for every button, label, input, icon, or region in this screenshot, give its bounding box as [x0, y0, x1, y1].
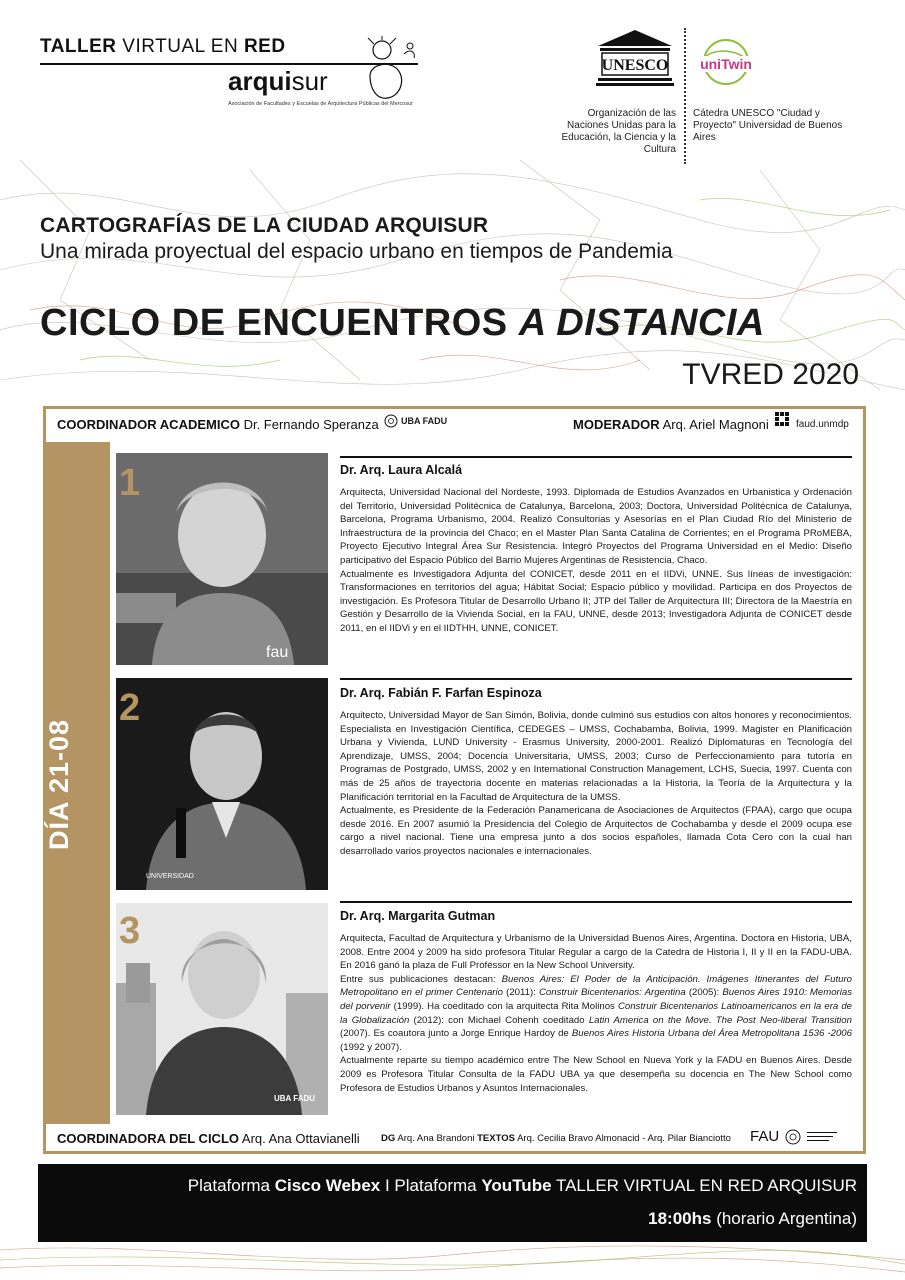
event-time: 18:00hs (horario Argentina): [648, 1209, 857, 1228]
uba-seal-icon: [384, 414, 398, 428]
faud-logo: faud.unmdp: [775, 412, 849, 430]
speaker-divider: [340, 901, 852, 903]
portrait-photo-icon: [116, 903, 328, 1115]
unesco-temple-icon: [596, 30, 674, 94]
portrait-photo-icon: [116, 678, 328, 890]
coordinator-academico: COORDINADOR ACADEMICO Dr. Fernando Speranza: [57, 417, 379, 432]
ciclo-title: CICLO DE ENCUENTROS A DISTANCIA: [40, 302, 765, 344]
university-seal-icon: [785, 1129, 801, 1145]
speaker-divider: [340, 678, 852, 680]
speaker-bio: [340, 486, 852, 636]
design-credits: DG Arq. Ana Brandoni TEXTOS Arq. Cecilia Bravo Almonacid - Arq. Pilar Bianciotto: [381, 1133, 731, 1144]
unesco-description: Organización de las Naciones Unidas para la Educación, la Ciencia y la Cultura: [561, 108, 676, 155]
coordinadora-ciclo: COORDINADORA DEL CICLO Arq. Ana Ottavianelli: [57, 1131, 360, 1146]
speaker-name: Dr. Arq. Laura Alcalá: [340, 463, 463, 477]
speaker-photo-1: [116, 453, 328, 665]
moderador: MODERADOR Arq. Ariel Magnoni: [573, 417, 769, 432]
main-title: CARTOGRAFÍAS DE LA CIUDAD ARQUISUR: [40, 214, 489, 237]
speaker-bio-paragraph: Arquitecta, Universidad Nacional del Nordeste, 1993. Diplomada de Estudios Avanzados en Urbanistica y Ordenación del Territorio, Universidad Politécnica de Catalunya, Barcelona, 2003; Doctora, Universidad Politécnica de Catalunya, Barcelona, Programa Urbanismo, 2004. Realizó Consultorias y Asesorías en el Plan Ciudad Río del Ministerio de Infraestructura de la provincia del Chaco; en el Master Plan Santa Catalina de Corrientes; en el Programa PRoMEBA, Proyecto Ejecutivo Integral Área Sur Resistencia. Integró Proyectos del Programa Universidad en el Medio: Diseño participativo del Espacio Público del Barrio Mujeres Argentinas de Resistencia, Chaco.: [340, 487, 852, 566]
speaker-bio: [340, 932, 852, 1095]
speaker-bio-paragraph: Arquitecta, Facultad de Arquitectura y Urbanismo de la Universidad Buenos Aires, Argentina. Doctora en Historia, UBA, 2008. Entre 2004 y 2009 ha sido profesora Titular Regular a cargo de la Catedra de Historia I, II y II en la FADU-UBA. En 2016 ganó la plaza de Full Professor en la New School University.: [340, 933, 852, 972]
speaker-bio-paragraph: Actualmente, es Presidente de la Federación Panamericana de Asociaciones de Arquitectos (FPAA), cargo que ocupa desde 2016. En 2007 asumió la Presidencia del Colegio de Arquitectos de Cochabamba y desde el 2009 ocupa ese cargo a nivel nacional. Tiene una empresa junto a dos socios españoles, llamada Cota Cero con la cual han desarrollado varios proyectos nacionales e internacionales.: [340, 805, 852, 857]
speaker-number: 1: [119, 462, 141, 504]
uba-photo-logo: UBA FADU: [274, 1094, 316, 1103]
speaker-number: 2: [119, 687, 141, 729]
speaker-bio-paragraph: Entre sus publicaciones destacan: Buenos Aires: El Poder de la Anticipación. Imágenes Itinerantes del Futuro Metropolitano en el primer Centenario (2011): Construir Bicentenarios: Argentina (2005): Buenos Aires 1910: Memorias del porvenir (1999). Ha coeditado con la arquitecta Rita Molinos Construir Bicentenarios Latinoamericanos en la era de la Globalización (2012): con Michael Cohenh coeditado Latin America on the Move. The Post Neo-liberal Transition (2007). Es coautora junto a Jorge Enrique Hardoy de Buenos Aires Historia Urbana del Área Metropolitana 1536 -2006 (1992 y 2007).: [340, 973, 852, 1053]
arquisur-subtitle: Asociación de Facultades y Escuelas de Arquitectura Públicas del Mercosur: [228, 101, 413, 107]
catedra-description: Cátedra UNESCO "Ciudad y Proyecto" Universidad de Buenos Aires: [693, 108, 843, 143]
speaker-photo-2: [116, 678, 328, 890]
mascot-drawing-icon: [360, 36, 420, 106]
taller-virtual-title: TALLER VIRTUAL EN RED: [40, 36, 286, 57]
footer-logos: [750, 1128, 837, 1145]
speaker-bio-paragraph: Actualmente es Investigadora Adjunta del CONICET, desde 2011 en el IIDVi, UNNE. Sus líneas de investigación: Transformaciones en territorios del agua; Hábitat Social; Espacio público y movilidad. Participa en dos Proyectos de investigación. Es Profesora Titular de Desarrollo Urbano II; JTP del Taller de Arquitectura III; Directora de la Maestría en Gestión y Desarrollo de la Vivienda Social, en la FAU, UNNE, desde 2013; Investigadora Adjunta de CONICET desde 2011, en el IIDVi y en el IIDTHH, UNNE, CONICET.: [340, 568, 852, 634]
speaker-divider: [340, 456, 852, 458]
speaker-bio-paragraph: Arquitecto, Universidad Mayor de San Simón, Bolivia, donde culminó sus estudios con altos honores y reconocimientos. Especialista en Investigación Científica, CEDEGES – UMSS, Cochabamba, Bolivia, 1999. Magister en Planificación Urbana y Vivienda, LUND University - Erasmus University, 2000-2001. Realizó Diplomaturas en Tecnología del Aprendizaje, UMSS, 2004; Docencia Universitaria, UMSS, 2003; Curso de Perfeccionamiento para tutoría en Programas de Postgrado, UMSS, 2002 y en International Construction Management, LCHS, Suecia, 1997. Cuenta con más de 25 años de trayectoria docente en materias relacionadas a la Historia, la Teoría de la Arquitectura y la Planificación territorial en la Facultad de Arquitectura de la UMSS.: [340, 710, 852, 803]
speaker-number: 3: [119, 910, 141, 952]
sub-title: Una mirada proyectual del espacio urbano en tiempos de Pandemia: [40, 240, 673, 263]
uba-fadu-logo: UBA FADU: [384, 414, 447, 428]
unitwin-globe-icon: [692, 36, 762, 102]
speaker-photo-3: [116, 903, 328, 1115]
tvred-label: TVRED 2020: [682, 358, 859, 391]
speaker-name: Dr. Arq. Margarita Gutman: [340, 909, 496, 923]
speaker-bio: [340, 709, 852, 859]
platform-info: Plataforma Cisco Webex I Plataforma YouTube TALLER VIRTUAL EN RED ARQUISUR: [187, 1176, 857, 1195]
fau-logo: FAU: [750, 1128, 780, 1145]
fau-photo-logo: fau: [266, 644, 289, 661]
day-label: DÍA 21-08: [44, 718, 74, 850]
univ-photo-logo: UNIVERSIDAD: [146, 873, 194, 880]
header-dotted-divider: [684, 28, 686, 164]
speaker-name: Dr. Arq. Fabián F. Farfan Espinoza: [340, 686, 542, 700]
arquisur-logo: arquisur: [228, 66, 328, 96]
unitwin-logo-text: uniTwin: [700, 56, 752, 72]
unne-seal-icon: [807, 1130, 837, 1144]
faud-grid-icon: [775, 412, 793, 430]
portrait-photo-icon: [116, 453, 328, 665]
decorative-bottom-lines: [0, 1240, 905, 1280]
unesco-logo-text: UNESCO: [601, 57, 669, 74]
speaker-bio-paragraph: Actualmente reparte su tiempo académico entre The New School en Nueva York y la FADU en Buenos Aires. Desde 2009 es Profesora Titular Consulta de la FADU UBA ya que desempeña su docencia en The New School como Profesora de Estudios Urbanos y Asuntos Internacionales.: [340, 1055, 852, 1094]
